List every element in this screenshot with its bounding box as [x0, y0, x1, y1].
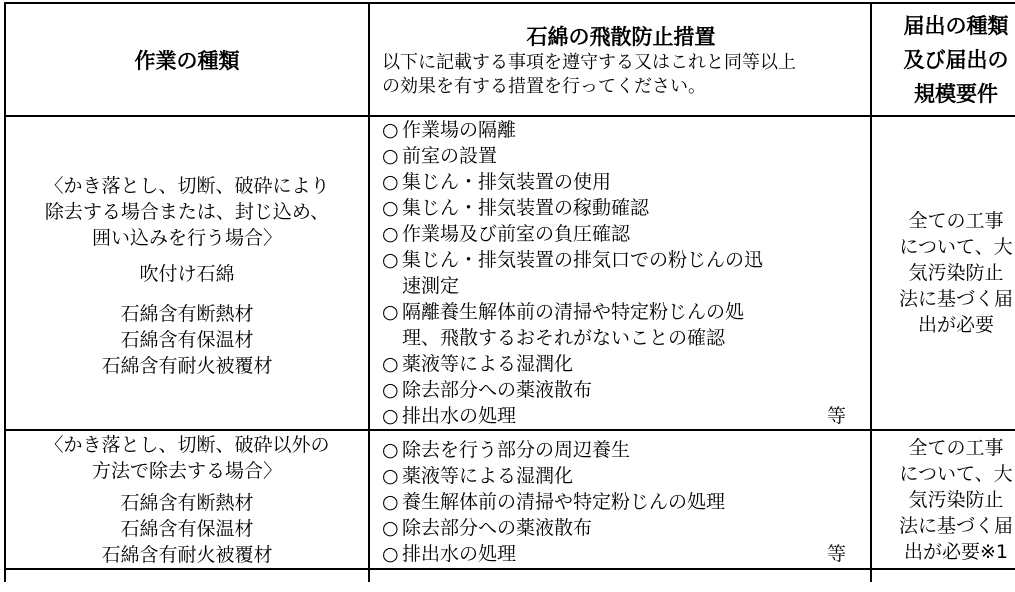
circle-mark-icon: ○ — [382, 490, 399, 513]
header-notification-line-2: 及び届出の — [903, 47, 1009, 72]
measures-list — [370, 117, 870, 429]
measure-text: 集じん・排気装置の稼動確認 — [402, 197, 650, 219]
measure-text: 排出水の処理 — [402, 405, 517, 427]
requirement-line: 出が必要 — [917, 314, 994, 336]
header-measures-subtitle-2: の効果を有する措置を行ってください。 — [382, 75, 706, 97]
measures-cell — [369, 116, 871, 430]
requirement-line: 気汚染防止 — [908, 262, 1004, 284]
measure-text: 除去部分への薬液散布 — [402, 516, 593, 539]
measure-text: 集じん・排気装置の排気口での粉じんの迅 — [402, 249, 764, 271]
requirement-line: 気汚染防止 — [908, 488, 1004, 511]
measure-text: 前室の設置 — [402, 145, 498, 167]
measure-text: 隔離養生解体前の清掃や特定粉じんの処 — [402, 301, 745, 323]
measure-item — [382, 377, 846, 403]
measures-cell — [369, 430, 871, 569]
requirement-line: 出が必要※1 — [903, 540, 1008, 563]
material-head: 吹付け石綿 — [139, 263, 235, 285]
header-notification-line-1: 届出の種類 — [903, 13, 1009, 38]
measure-item — [382, 515, 846, 541]
measure-item — [382, 169, 846, 195]
measure-item — [382, 463, 846, 489]
empty-cell — [871, 569, 1015, 582]
table-row — [5, 116, 1015, 430]
measure-item — [382, 117, 846, 143]
measure-text: 薬液等による湿潤化 — [402, 353, 574, 375]
header-row — [5, 3, 1015, 116]
measure-text: 集じん・排気装置の使用 — [402, 171, 612, 193]
requirement-line: 法に基づく届 — [898, 514, 1013, 537]
measure-text: 薬液等による湿潤化 — [402, 464, 574, 487]
condition-line: 囲い込みを行う場合〉 — [91, 227, 282, 249]
circle-mark-icon: ○ — [382, 197, 399, 219]
material-item: 石綿含有断熱材 — [120, 491, 254, 514]
requirement-line: 法に基づく届 — [898, 288, 1013, 310]
measures-list — [370, 433, 870, 567]
header-work-type: 作業の種類 — [5, 3, 369, 116]
requirement-line: について、大 — [899, 462, 1013, 485]
measure-text: 作業場の隔離 — [402, 119, 517, 141]
measure-item — [382, 299, 846, 351]
circle-mark-icon: ○ — [382, 516, 399, 539]
requirement-line: について、大 — [899, 236, 1013, 258]
measure-item — [382, 489, 846, 515]
etc-label: 等 — [826, 542, 846, 565]
circle-mark-icon: ○ — [382, 464, 399, 487]
material-item: 石綿含有断熱材 — [120, 303, 254, 325]
circle-mark-icon: ○ — [382, 379, 399, 401]
measure-item — [382, 437, 846, 463]
circle-mark-icon: ○ — [382, 249, 399, 271]
circle-mark-icon: ○ — [382, 353, 399, 375]
header-measures-title: 石綿の飛散防止措置 — [526, 24, 716, 49]
measure-item — [382, 541, 846, 567]
header-measures-subtitle-1: 以下に記載する事項を遵守する又はこれと同等以上 — [382, 51, 796, 73]
circle-mark-icon: ○ — [382, 438, 399, 461]
measure-item — [382, 143, 846, 169]
table-row — [5, 430, 1015, 569]
measure-item — [382, 247, 846, 299]
measure-item — [382, 221, 846, 247]
measure-text-continued: 理、飛散するおそれがないことの確認 — [402, 327, 726, 349]
etc-label: 等 — [826, 405, 846, 427]
circle-mark-icon: ○ — [382, 223, 399, 245]
circle-mark-icon: ○ — [382, 119, 399, 141]
empty-cell — [369, 569, 871, 582]
condition-line: 〈かき落とし、切断、破砕により — [44, 175, 330, 197]
requirement-cell — [871, 430, 1015, 569]
requirement-line: 全ての工事 — [908, 436, 1004, 459]
measure-text: 排出水の処理 — [402, 542, 517, 565]
material-item: 石綿含有耐火被覆材 — [101, 355, 273, 377]
work-type-cell — [5, 116, 369, 430]
material-item: 石綿含有耐火被覆材 — [101, 543, 273, 566]
header-measures — [369, 3, 871, 116]
header-notification — [871, 3, 1015, 116]
condition-line: 除去する場合または、封じ込め、 — [44, 201, 330, 223]
material-item: 石綿含有保温材 — [120, 329, 254, 351]
measure-text: 養生解体前の清掃や特定粉じんの処理 — [402, 490, 726, 513]
header-notification-line-3: 規模要件 — [914, 81, 998, 106]
requirement-cell — [871, 116, 1015, 430]
requirement-line: 全ての工事 — [908, 210, 1004, 232]
table-row-continuation — [5, 569, 1015, 582]
measure-text: 除去を行う部分の周辺養生 — [402, 438, 631, 461]
empty-cell — [5, 569, 369, 582]
measure-text: 作業場及び前室の負圧確認 — [402, 223, 631, 245]
circle-mark-icon: ○ — [382, 542, 399, 565]
circle-mark-icon: ○ — [382, 171, 399, 193]
measure-text: 除去部分への薬液散布 — [402, 379, 593, 401]
circle-mark-icon: ○ — [382, 301, 399, 323]
material-item: 石綿含有保温材 — [120, 517, 254, 540]
circle-mark-icon: ○ — [382, 405, 399, 427]
circle-mark-icon: ○ — [382, 145, 399, 167]
work-type-cell — [5, 430, 369, 569]
measure-item — [382, 195, 846, 221]
condition-line: 方法で除去する場合〉 — [91, 459, 282, 482]
measure-item — [382, 403, 846, 429]
condition-line: 〈かき落とし、切断、破砕以外の — [44, 433, 330, 456]
measure-text-continued: 速測定 — [402, 275, 460, 297]
asbestos-measures-table — [4, 2, 1015, 582]
measure-item — [382, 351, 846, 377]
